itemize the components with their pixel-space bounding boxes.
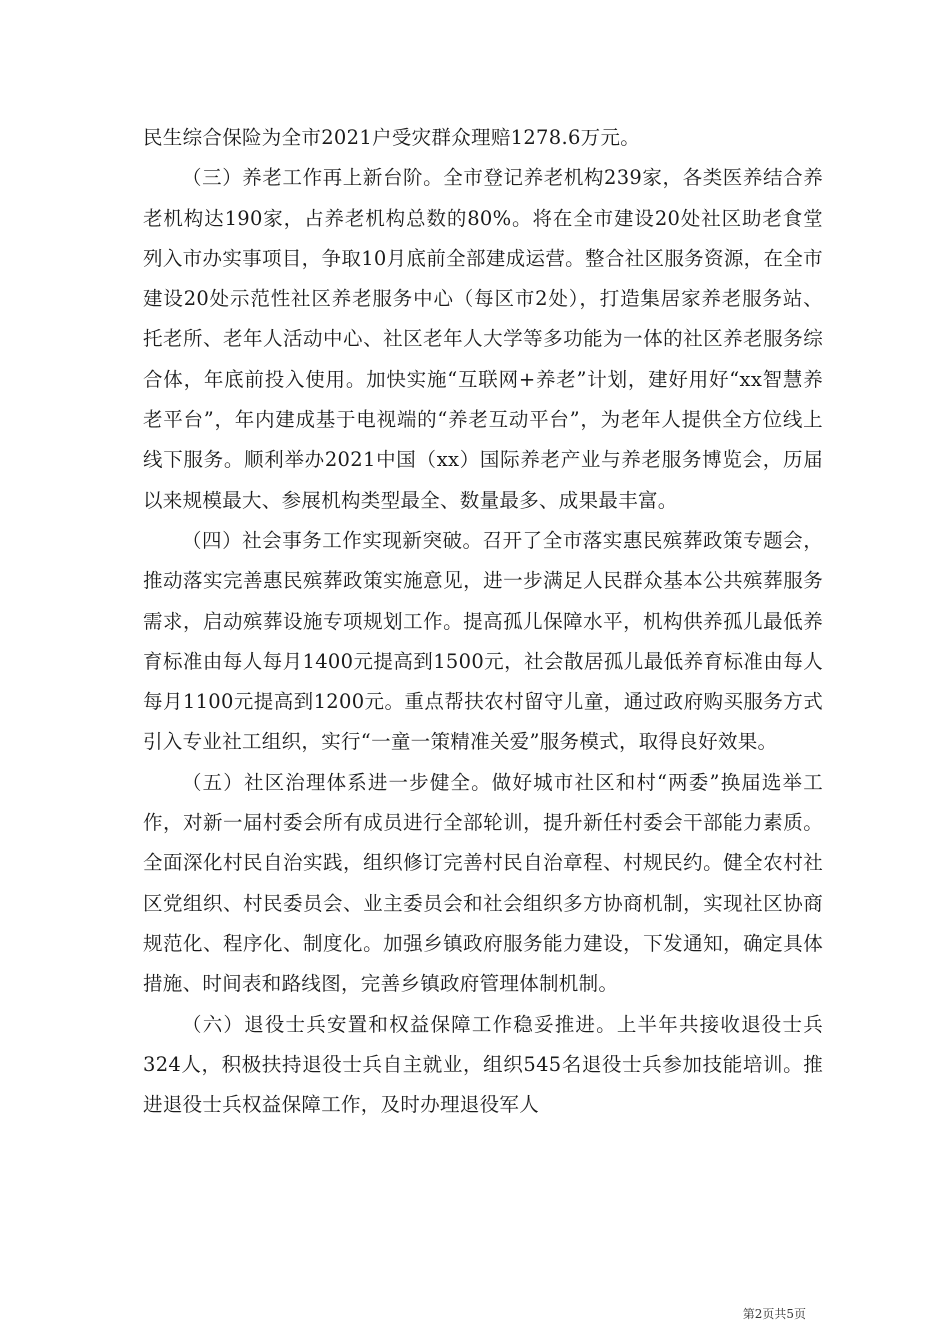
- paragraph-2: （三）养老工作再上新台阶。全市登记养老机构239家，各类医养结合养老机构达190家，占养老机构总数的80%。将在全市建设20处社区助老食堂列入市办实事项目，争取10月底前全部建成运营。整合社区服务资源，在全市建设20处示范性社区养老服务中心（每区市2处），打造集居家养老服务站、托老所、老年人活动中心、社区老年人大学等多功能为一体的社区养老服务综合体，年底前投入使用。加快实施“互联网+养老”计划，建好用好“xx智慧养老平台”，年内建成基于电视端的“养老互动平台”，为老年人提供全方位线上线下服务。顺利举办2021中国（xx）国际养老产业与养老服务博览会，历届以来规模最大、参展机构类型最全、数量最多、成果最丰富。: [143, 166, 823, 512]
- paragraph-5: （六）退役士兵安置和权益保障工作稳妥推进。上半年共接收退役士兵324人，积极扶持退役士兵自主就业，组织545名退役士兵参加技能培训。推进退役士兵权益保障工作，及时办理退役军人: [143, 1012, 823, 1117]
- paragraph-4: （五）社区治理体系进一步健全。做好城市社区和村“两委”换届选举工作，对新一届村委会所有成员进行全部轮训，提升新任村委会干部能力素质。全面深化村民自治实践，组织修订完善村民自治章程、村规民约。健全农村社区党组织、村民委员会、业主委员会和社会组织多方协商机制，实现社区协商规范化、程序化、制度化。加强乡镇政府服务能力建设，下发通知，确定具体措施、时间表和路线图，完善乡镇政府管理体制机制。: [143, 770, 823, 996]
- page-number-footer: 第2页共5页: [742, 1307, 806, 1321]
- paragraph-3: （四）社会事务工作实现新突破。召开了全市落实惠民殡葬政策专题会，推动落实完善惠民殡葬政策实施意见，进一步满足人民群众基本公共殡葬服务需求，启动殡葬设施专项规划工作。提高孤儿保障水平，机构供养孤儿最低养育标准由每人每月1400元提高到1500元，社会散居孤儿最低养育标准由每人每月1100元提高到1200元。重点帮扶农村留守儿童，通过政府购买服务方式引入专业社工组织，实行“一童一策精准关爱”服务模式，取得良好效果。: [143, 528, 823, 754]
- paragraph-1: 民生综合保险为全市2021户受灾群众理赔1278.6万元。: [143, 126, 641, 149]
- document-body: [143, 118, 823, 1125]
